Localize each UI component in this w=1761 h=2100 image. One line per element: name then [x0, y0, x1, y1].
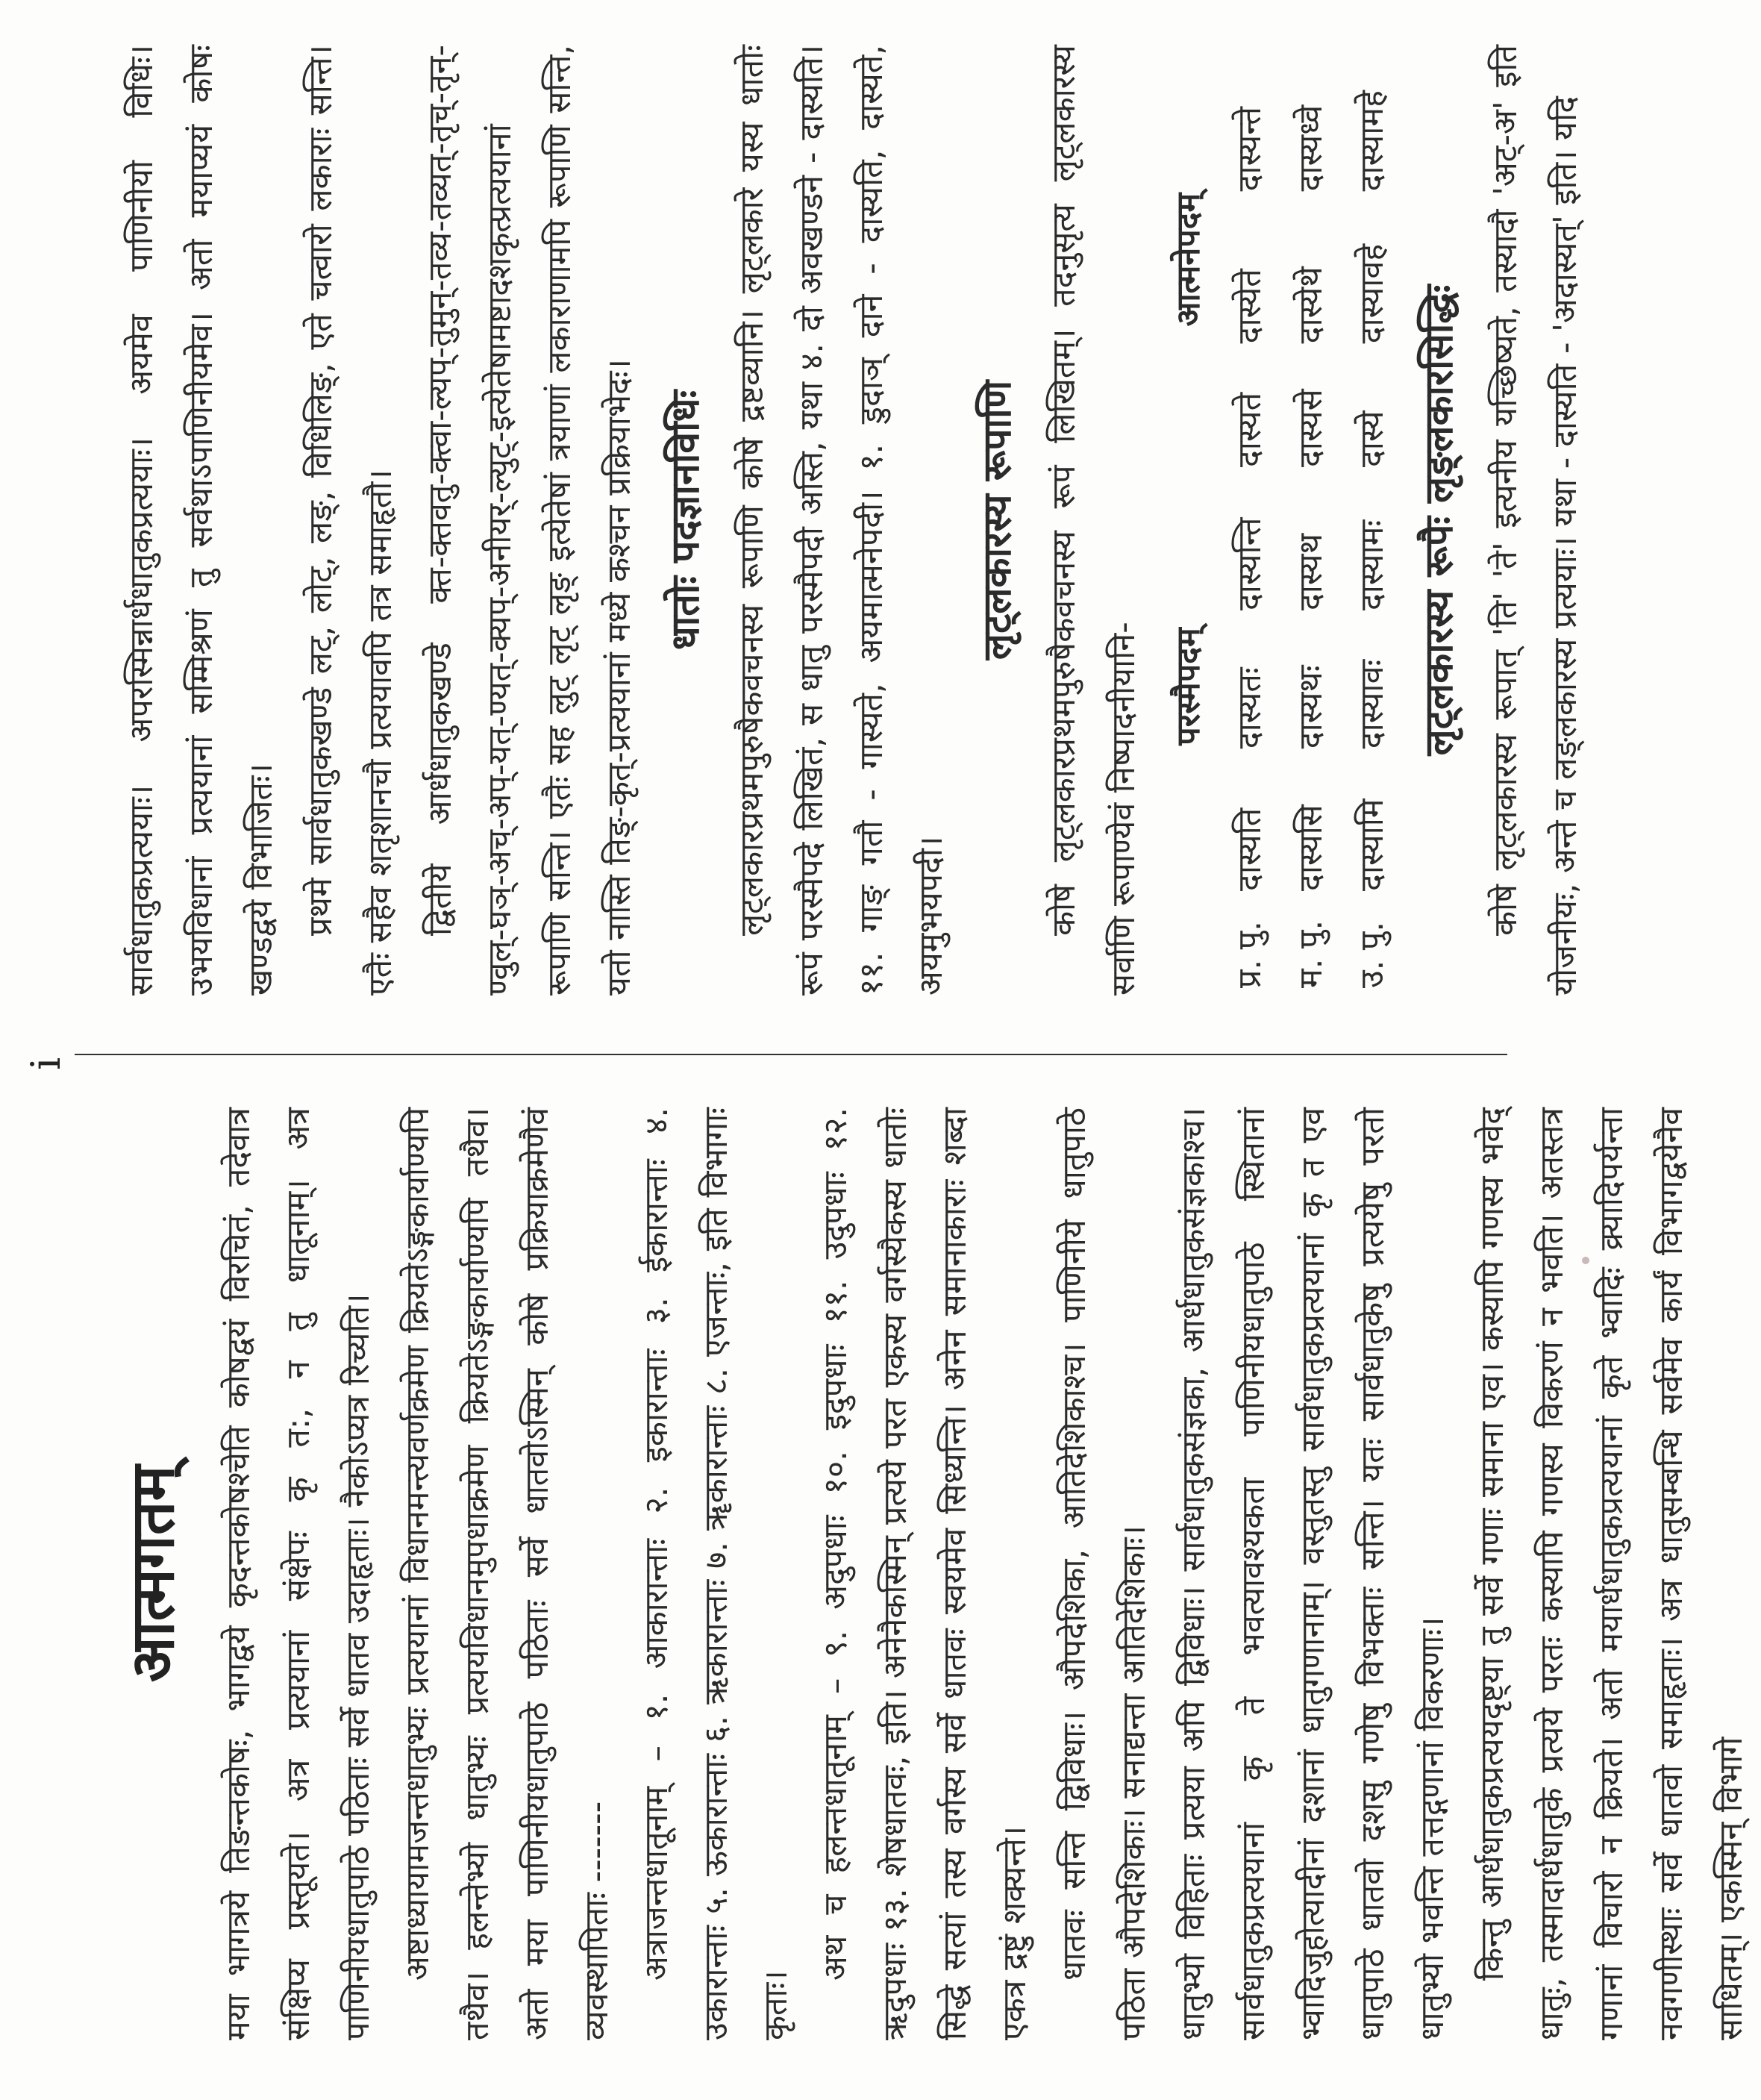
row-label: उ. पु. [1354, 922, 1391, 988]
table-cell: दास्यध्वे [1292, 104, 1330, 192]
table-cell: दास्यथ [1292, 533, 1330, 611]
paragraph: प्रथमे सार्वधातुकखण्डे लट्, लोट्, लङ्, विधिलिङ्, एते चत्वारो लकाराः सन्ति। एतैः सहैव शतृशानचौ प्रत्ययावपि तत्र समाहृतौ। [302, 45, 399, 996]
table-cell: दास्यन्ते [1231, 107, 1269, 192]
table-cell: दास्यामहे [1354, 90, 1391, 192]
section-heading: धातोः पदज्ञानविधिः [663, 390, 708, 651]
table-row [1280, 45, 1342, 996]
paragraph: किन्तु आर्धधातुकप्रत्ययदृष्ट्या तु सर्वे गणाः समाना एव। कस्यापि गणस्य भवेद् धातुः, तस्मादार्धधातुके प्रत्यये परतः कस्यापि गणस्य विकरणं न भवति। अतस्तत्र गणानां विचारो न क्रियते। अतो मयार्धधातुकप्रत्ययानां कृते भ्वादिः क्र्यादिपर्यन्ता नवगणीस्थाः सर्वे धातवो समाहृताः। अत्र धातुसम्बन्धि सर्वमेव कार्यं विभागद्वयेनैव साधितम्। एकस्मिन् विभागे [1474, 1107, 1750, 2040]
table-cell: दास्यसि [1292, 804, 1330, 891]
table-cell: दास्यते [1231, 392, 1269, 468]
table-row [1342, 45, 1403, 996]
page-title: आत्मगतम् [118, 1465, 187, 1683]
conjugation-table [1158, 45, 1403, 996]
table-cell: दास्ये [1354, 410, 1391, 468]
column-divider [75, 1054, 1507, 1055]
table-row [1219, 45, 1280, 996]
table-cell: दास्यतः [1231, 667, 1269, 749]
section-heading: लृट्लकारस्य रूपैः लृङ्लकारसिद्धिः [1417, 284, 1462, 756]
paragraph: कोषे लृट्लकारप्रथमपुरुषैकवचनस्य रूपं लिखितम्। तदनुसृत्य लृट्लकारस्य सर्वाणि रूपाण्येवं निष्पादनीयानि- [1045, 45, 1142, 996]
paragraph: धातवः सन्ति द्विविधाः। औपदेशिका, आतिदेशिकाश्च। पाणिनीये धातुपाठे पठिता औपदेशिकाः। सनाद्यन्ता आतिदेशिकाः। [1056, 1107, 1153, 2040]
page-number: i [22, 1057, 69, 1070]
table-cell: दास्येते [1231, 269, 1269, 344]
table-cell: दास्यावः [1354, 659, 1391, 749]
table-cell: दास्यसे [1292, 389, 1330, 468]
table-cell: दास्यामि [1354, 799, 1391, 891]
paragraph: अत्राजन्तधातूनाम् – १. आकारान्ताः २. इकारान्ताः ३. ईकारान्ताः ४. उकारान्ताः ५. ऊकारान्ताः ६. ऋकारान्ताः ७. ॠकारान्ताः ८. एजन्ताः, इति विभागाः कृताः। [638, 1107, 795, 2040]
paragraph: कोषे लृट्लकारस्य रूपात् 'ति' 'ते' इत्यनीय यच्छिष्यते, तस्यादौ 'अट्-अ' इति योजनीयः, अन्ते च लङ्लकारस्य प्रत्ययाः। यथा - दास्यति - 'अदास्यत्' इति। यदि [1487, 45, 1584, 996]
table-cell: दास्येथे [1292, 266, 1330, 344]
scan-speck [1582, 1257, 1589, 1264]
paragraph: अष्टाध्यायामजन्तधातुभ्यः प्रत्ययानां विधानमन्त्यवर्णक्रमेण क्रियतेऽङ्गकार्याण्यपि तथैव। हलन्तेभ्यो धातुभ्यः प्रत्ययविधानमुपधाक्रमेण क्रियतेऽङ्गकार्याण्यपि तथैव। अतो मया पाणिनीयधातुपाठे पठिताः सर्वे धातवोऽस्मिन् कोषे प्रक्रियाक्रमेणैवं व्यवस्थापिताः ------- [399, 1107, 616, 2040]
table-cell: दास्यावहे [1354, 243, 1391, 344]
table-cell: दास्यामः [1354, 519, 1391, 611]
paragraph: द्वितीये आर्धधातुकखण्डे क्त-क्तवतु-क्त्वा-ल्यप्-तुमुन्-तव्य-तव्यत्-तृच्-तृन्-ण्वुल्-घञ्-अच्-अप्-यत्-ण्यत्-क्यप्-अनीयर्-ल्युट्-इत्येतेषामष्टादशकृत्प्रत्ययानां रूपाणि सन्ति। एतैः सह लुट् लृट् लृङ् इत्येतेषां त्रयाणां लकाराणामपि रूपाणि सन्ति, यतो नास्ति तिङ्-कृत्-प्रत्ययानां मध्ये कश्चन प्रक्रियाभेदः। [422, 45, 638, 996]
paragraph: मया भागत्रये तिङन्तकोषः, भागद्वये कृदन्तकोषश्चेति कोषद्वयं विरचितं, तदेवात्र संक्षिप्य प्रस्तूयते। अत्र प्रत्ययानां संक्षेपः कृ त:, न तु धातूनाम्। अत्र पाणिनीयधातुपाठे पठिताः सर्वे धातव उदाहृताः। नैकोऽप्यत्र रिच्यति। [220, 1107, 377, 2040]
atmanepadam-heading: आत्मनेपदम् [1170, 193, 1207, 327]
right-column [0, 0, 1636, 1025]
paragraph: अथ च हलन्तधातूनाम् – ९. अदुपधाः १०. इदुपधाः ११. उदुपधाः १२. ऋदुपधाः १३. शेषधातवः, इति। अनेनैकस्मिन् प्रत्यये परत एकस्य वर्गस्यैकस्य धातोः सिद्धे सत्यां तस्य वर्गस्य सर्वे धातवः स्वयमेव सिध्यन्ति। अनेन समानाकाराः शब्दा एकत्र द्रष्टुं शक्यन्ते। [817, 1107, 1033, 2040]
left-column [0, 1078, 1750, 2085]
table-cell: दास्यन्ति [1231, 517, 1269, 611]
parasmaipadam-heading: परस्मैपदम् [1170, 628, 1207, 746]
paragraph: धातुभ्यो विहिताः प्रत्यया अपि द्विविधाः। सार्वधातुकसंज्ञका, आर्धधातुकसंज्ञकाश्च। सार्वधातुकप्रत्ययानां कृ ते भवत्यावश्यकता पाणिनीयधातुपाठे स्थितानां भ्वादिजुहोत्यादीनां दशानां धातुगणानाम्। वस्तुतस्तु सार्वधातुकप्रत्ययानां कृ त एव धातुपाठे धातवो दशसु गणेषु विभक्ताः सन्ति। यतः सार्वधातुकेषु प्रत्ययेषु परतो धातुभ्यो भवन्ति तत्तद्गणानां विकरणाः। [1175, 1107, 1451, 2040]
paragraph: लृट्लकारप्रथमपुरुषैकवचनस्य रूपाणि कोषे द्रष्टव्यानि। लृट्लकारे यस्य धातोः रूपं परस्मैपदे लिखितं, स धातु परस्मैपदी अस्ति, यथा ४. दो अवखण्डने - दास्यति। ११. गाङ् गतौ - गास्यते, अयमात्मनेपदी। १. डुदाञ् दाने - दास्यति, दास्यते, अयमुभयपदी। [734, 45, 950, 996]
row-label: प्र. पु. [1231, 921, 1269, 988]
section-heading: लृट्लकारस्य रूपाणि [975, 380, 1020, 660]
row-label: म. पु. [1292, 919, 1330, 988]
table-header-row [1158, 45, 1219, 996]
table-cell: दास्यथः [1292, 665, 1330, 749]
paragraph: सार्वधातुकप्रत्ययाः। अपरस्मिन्नार्धधातुकप्रत्ययाः। अयमेव पाणिनीयो विधिः। उभयविधानां प्रत्ययानां सम्मिश्रणं तु सर्वथाऽपाणिनीयमेव। अतो मयाप्ययं कोषः खण्डद्वये विभाजितः। [123, 45, 280, 996]
table-cell: दास्यति [1231, 807, 1269, 891]
